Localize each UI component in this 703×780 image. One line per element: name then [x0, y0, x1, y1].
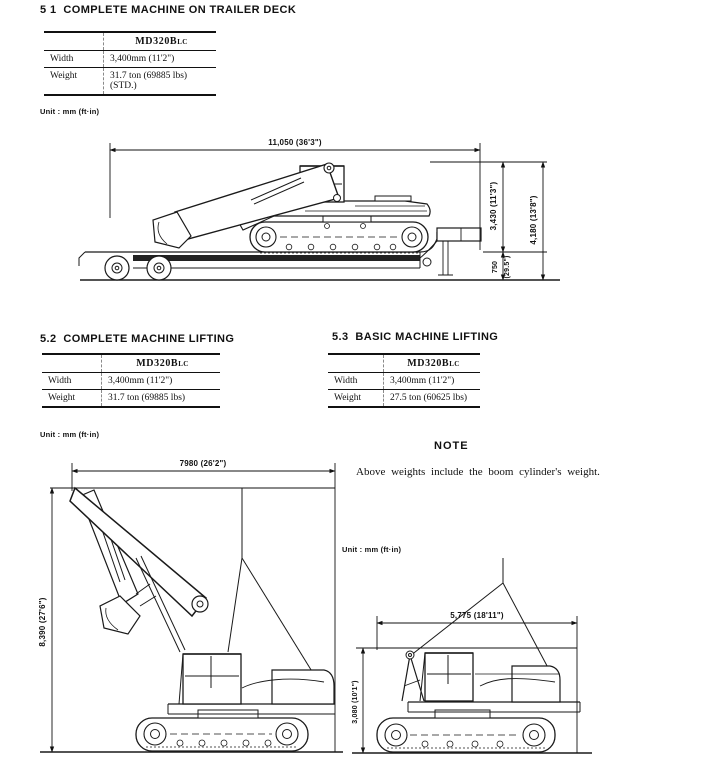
table-header-model: MD320BLC [104, 32, 217, 51]
note-title: NOTE [434, 440, 469, 452]
note-text: Above weights include the boom cylinder's weight. [356, 466, 600, 478]
dim-deck-height-mm: 750 [492, 260, 499, 274]
dim-height-over-cab: 3,430 (11'3") [489, 181, 498, 231]
row-width-label: Width [42, 373, 102, 390]
row-width-value: 3,400mm (11'2") [384, 373, 481, 390]
section-title-5-3: 5.3 BASIC MACHINE LIFTING [332, 331, 499, 343]
unit-label-5-2: Unit : mm (ft·in) [40, 430, 100, 439]
row-weight-label: Weight [328, 390, 384, 408]
unit-label-5-3: Unit : mm (ft·in) [342, 545, 402, 554]
lifting-cables [228, 488, 321, 686]
complete-machine-lifting-figure [28, 446, 350, 778]
basic-machine-lifting-figure [350, 556, 703, 780]
cab [425, 653, 473, 701]
spec-table-complete-lifting [42, 353, 220, 408]
row-weight-value: 31.7 ton (69885 lbs) [102, 390, 221, 408]
excavator-drawing [153, 163, 430, 253]
table-header-empty-cell [328, 354, 384, 373]
swing-pedestal [435, 710, 490, 718]
engine-hood [375, 196, 411, 201]
table-header-empty-cell [44, 32, 104, 51]
spec-table-basic-lifting [328, 353, 480, 408]
excavator-drawing [377, 651, 580, 752]
counterweight [512, 666, 560, 702]
row-width-label: Width [44, 51, 104, 68]
dim-lift-height: 8,390 (27'6") [38, 597, 47, 647]
dim-lift-height: 3,080 (10'1") [352, 680, 359, 724]
lifting-jib [402, 655, 410, 701]
row-weight-label: Weight [44, 68, 104, 96]
row-width-label: Width [328, 373, 384, 390]
row-weight-std-note: (STD.) [110, 81, 137, 91]
dim-deck-height-in: (29.5") [504, 255, 511, 279]
row-width-value: 3,400mm (11'2") [104, 51, 217, 68]
row-weight-value: 31.7 ton (69885 lbs) (STD.) [104, 68, 217, 96]
table-header-empty-cell [42, 354, 102, 373]
table-header-model: MD320BLC [102, 354, 221, 373]
table-header-model: MD320BLC [384, 354, 481, 373]
dim-overall-height: 4,180 (13'8") [529, 195, 538, 245]
trailer-deck-figure [75, 122, 570, 307]
model-suffix: LC [178, 360, 189, 368]
spec-table-trailer [44, 31, 216, 96]
section-title-5-1: 5 1 COMPLETE MACHINE ON TRAILER DECK [40, 4, 297, 16]
model-suffix: LC [449, 360, 460, 368]
swing-pedestal [323, 216, 371, 222]
trailer-deck [133, 255, 420, 261]
unit-label-5-1: Unit : mm (ft·in) [40, 107, 100, 116]
counterweight [272, 670, 334, 704]
section-title-5-2: 5.2 COMPLETE MACHINE LIFTING [40, 333, 235, 345]
row-width-value: 3,400mm (11'2") [102, 373, 221, 390]
dim-lift-width: 5,775 (18'11") [450, 611, 504, 620]
dim-lift-width: 7980 (26'2") [179, 459, 227, 468]
row-weight-value: 27.5 ton (60625 lbs) [384, 390, 481, 408]
row-weight-label: Weight [42, 390, 102, 408]
excavator-drawing [70, 488, 335, 751]
cab [183, 654, 241, 704]
dim-overall-length: 11,050 (36'3") [268, 138, 322, 147]
model-suffix: LC [177, 38, 188, 46]
boom-raised [70, 488, 206, 616]
